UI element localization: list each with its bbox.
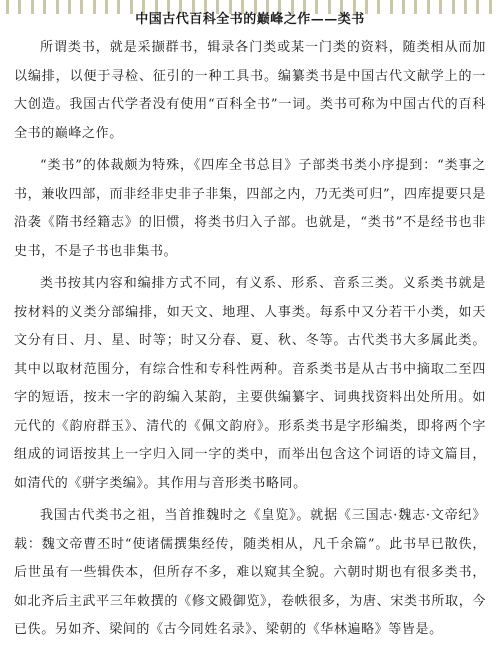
border-tick [489,0,492,14]
document-page [14,10,486,649]
paragraph-genre: “类书”的体裁颇为特殊，《四库全书总目》子部类书类小序提到：“类事之书，兼收四部，而非经非史非子非集，四部之内，乃无类可归”，四库提要只是沿袭《隋书经籍志》的旧惯，将类书归入子部。也就是，“类书”不是经书也非史书，不是子书也非集书。 [14,158,486,259]
paragraph-classification: 类书按其内容和编排方式不同，有义系、形系、音系三类。义系类书就是按材料的义类分部编排，如天文、地理、人事类。每系中又分若干小类，如天文分有日、月、星、时等；时又分春、夏、秋、冬等。古代类书大多属此类。其中以取材范围分，有综合性和专科性两种。音系类书是从古书中摘取二至四字的短语，按末一字的韵编入某韵，主要供编纂字、词典找资料出处所用。如元代的《韵府群玉》、清代的《佩文韵府》。形系类书是字形编类，即将两个字组成的词语按其上一字归入同一字的类中，而举出包含这个词语的诗文篇目，如清代的《骈字类编》。其作用与音形类书略同。 [14,276,486,491]
paragraph-history: 我国古代类书之祖，当首推魏时之《皇览》。就据《三国志·魏志·文帝纪》载：魏文帝曹丕时“使诸儒撰集经传，随类相从，凡千余篇”。此书早已散佚，后世虽有一些辑佚本，但所存不多，难以窥其全貌。六朝时期也有很多类书，如北齐后主武平三年敕撰的《修文殿御览》，卷帙很多，为唐、宋类书所取，今已佚。另如齐、梁间的《古今同姓名录》、梁朝的《华林遍略》等皆是。 [14,508,486,637]
border-tick [6,0,9,14]
paragraph-definition: 所谓类书，就是采撷群书，辑录各门类或某一门类的资料，随类相从而加以编排，以便于寻检、征引的一种工具书。编纂类书是中国古代文献学上的一大创造。我国古代学者没有使用“百科全书”一词。类书可称为中国古代的百科全书的巅峰之作。 [14,40,486,141]
document-title: 中国古代百科全书的巅峰之作——类书 [135,12,365,27]
